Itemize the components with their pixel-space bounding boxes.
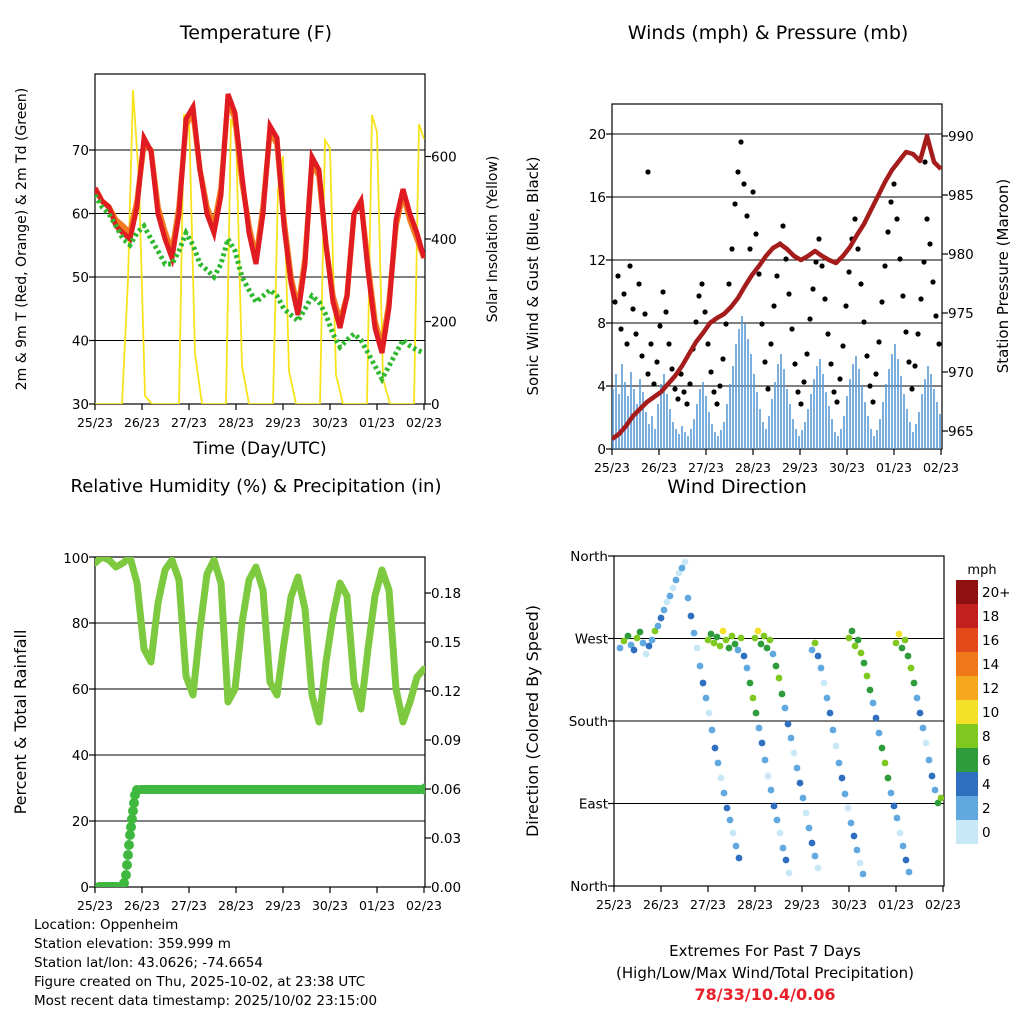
colorbar-title: mph	[967, 563, 997, 578]
svg-text:60: 60	[71, 682, 89, 698]
wind-speed-colorbar	[952, 560, 1024, 870]
chart-temperature-svg	[0, 44, 512, 464]
chart-temperature-ylabel: 2m & 9m T (Red, Orange) & 2m Td (Green)	[14, 87, 30, 391]
svg-text:29/23: 29/23	[781, 460, 819, 475]
svg-text:600: 600	[431, 149, 457, 166]
svg-text:16: 16	[982, 633, 1000, 649]
svg-text:0: 0	[597, 442, 606, 458]
svg-text:27/23: 27/23	[689, 897, 727, 912]
svg-text:28/23: 28/23	[734, 460, 772, 475]
svg-text:20+: 20+	[982, 585, 1011, 601]
svg-text:10: 10	[982, 705, 1000, 721]
svg-text:28/23: 28/23	[736, 897, 774, 912]
svg-text:12: 12	[982, 681, 1000, 697]
svg-text:01/23: 01/23	[875, 460, 913, 475]
chart-humidity-ylabel: Percent & Total Rainfall	[11, 629, 30, 815]
most-recent-data: Most recent data timestamp: 2025/10/02 23:15:00	[34, 993, 378, 1009]
svg-text:28/23: 28/23	[217, 898, 255, 913]
chart-temperature-title: Temperature (F)	[179, 22, 333, 44]
svg-text:40: 40	[71, 748, 89, 764]
svg-text:0.00: 0.00	[431, 880, 462, 896]
svg-text:26/23: 26/23	[123, 415, 161, 430]
station-metadata	[34, 916, 377, 1011]
chart-wind-direction-svg	[512, 498, 1024, 918]
colorbar-labels	[982, 585, 1011, 841]
svg-text:East: East	[578, 796, 608, 813]
chart-winds-ylabel: Sonic Wind & Gust (Blue, Black)	[524, 156, 542, 396]
svg-text:25/23: 25/23	[76, 898, 114, 913]
station-latlon: Station lat/lon: 43.0626; -74.6654	[34, 955, 263, 971]
svg-text:02/23: 02/23	[405, 415, 443, 430]
svg-text:0.15: 0.15	[431, 635, 462, 651]
svg-text:20: 20	[588, 127, 606, 143]
svg-text:01/23: 01/23	[358, 898, 396, 913]
svg-text:4: 4	[982, 777, 991, 793]
chart-humidity-title: Relative Humidity (%) & Precipitation (in)	[70, 476, 442, 497]
svg-text:965: 965	[948, 424, 974, 440]
chart-humidity-svg	[0, 497, 512, 917]
svg-text:01/23: 01/23	[358, 415, 396, 430]
svg-text:North: North	[570, 549, 608, 565]
svg-text:30/23: 30/23	[311, 898, 349, 913]
chart-winds-svg	[512, 44, 1024, 475]
svg-text:0.12: 0.12	[431, 684, 462, 700]
extremes-heading: Extremes For Past 7 Days	[669, 942, 861, 960]
svg-text:985: 985	[948, 188, 974, 204]
svg-text:14: 14	[982, 657, 1000, 673]
station-elevation: Station elevation: 359.999 m	[34, 936, 231, 952]
svg-text:50: 50	[71, 270, 89, 286]
svg-text:30/23: 30/23	[311, 415, 349, 430]
extremes-summary	[530, 940, 1000, 1006]
svg-text:980: 980	[948, 247, 974, 263]
colorbar-swatches	[956, 580, 978, 844]
svg-text:16: 16	[588, 190, 606, 206]
svg-text:0.03: 0.03	[431, 831, 462, 847]
svg-text:12: 12	[588, 253, 606, 269]
svg-text:0.06: 0.06	[431, 782, 462, 798]
svg-text:990: 990	[948, 129, 974, 145]
svg-text:29/23: 29/23	[264, 898, 302, 913]
figure-created: Figure created on Thu, 2025-10-02, at 23:38 UTC	[34, 974, 366, 990]
chart-temperature-xlabel: Time (Day/UTC)	[193, 439, 327, 459]
svg-text:02/23: 02/23	[922, 460, 960, 475]
svg-text:0.09: 0.09	[431, 733, 462, 749]
svg-text:975: 975	[948, 306, 974, 322]
extremes-value: 78/33/10.4/0.06	[694, 985, 836, 1004]
svg-text:29/23: 29/23	[264, 415, 302, 430]
svg-text:30/23: 30/23	[830, 897, 868, 912]
svg-text:25/23: 25/23	[76, 415, 114, 430]
svg-text:27/23: 27/23	[170, 898, 208, 913]
svg-text:0: 0	[431, 397, 440, 413]
chart-winds-y2label: Station Pressure (Maroon)	[994, 178, 1012, 374]
svg-text:29/23: 29/23	[783, 897, 821, 912]
svg-text:28/23: 28/23	[217, 415, 255, 430]
svg-text:60: 60	[71, 206, 89, 223]
svg-text:27/23: 27/23	[687, 460, 725, 475]
svg-text:40: 40	[71, 333, 89, 350]
svg-text:25/23: 25/23	[595, 897, 633, 912]
chart-winds-title: Winds (mph) & Pressure (mb)	[627, 22, 909, 44]
chart-wind-direction-ylabel: Direction (Colored By Speed)	[523, 604, 542, 838]
svg-text:6: 6	[982, 753, 991, 769]
station-location: Location: Oppenheim	[34, 917, 179, 933]
svg-text:0: 0	[982, 825, 991, 841]
chart-wind-direction	[512, 460, 1024, 920]
svg-text:8: 8	[597, 316, 606, 332]
chart-temperature-y2label: Solar Insolation (Yellow)	[485, 155, 501, 323]
chart-humidity-precip	[0, 460, 512, 920]
svg-text:8: 8	[982, 729, 991, 745]
svg-text:30: 30	[71, 397, 89, 413]
svg-text:970: 970	[948, 365, 974, 381]
extremes-subheading: (High/Low/Max Wind/Total Precipitation)	[616, 964, 914, 982]
svg-text:25/23: 25/23	[593, 460, 631, 475]
svg-text:30/23: 30/23	[828, 460, 866, 475]
chart-winds-pressure	[512, 0, 1024, 475]
svg-text:0: 0	[80, 880, 89, 896]
svg-text:70: 70	[71, 143, 89, 159]
svg-text:0.18: 0.18	[431, 586, 462, 602]
svg-text:West: West	[574, 631, 608, 648]
svg-text:02/23: 02/23	[405, 898, 443, 913]
svg-text:4: 4	[597, 379, 606, 395]
svg-text:200: 200	[431, 314, 457, 331]
svg-text:02/23: 02/23	[924, 897, 962, 912]
svg-text:26/23: 26/23	[123, 898, 161, 913]
svg-text:2: 2	[982, 801, 991, 817]
svg-text:80: 80	[71, 616, 89, 632]
svg-text:400: 400	[431, 232, 457, 248]
svg-text:20: 20	[71, 814, 89, 830]
svg-text:26/23: 26/23	[642, 897, 680, 912]
svg-text:27/23: 27/23	[170, 415, 208, 430]
chart-temperature	[0, 0, 512, 460]
svg-text:26/23: 26/23	[640, 460, 678, 475]
svg-text:100: 100	[63, 551, 89, 567]
svg-text:South: South	[568, 714, 608, 730]
chart-wind-direction-title: Wind Direction	[667, 476, 807, 498]
svg-text:18: 18	[982, 609, 1000, 625]
svg-text:North: North	[570, 879, 608, 895]
svg-text:01/23: 01/23	[877, 897, 915, 912]
